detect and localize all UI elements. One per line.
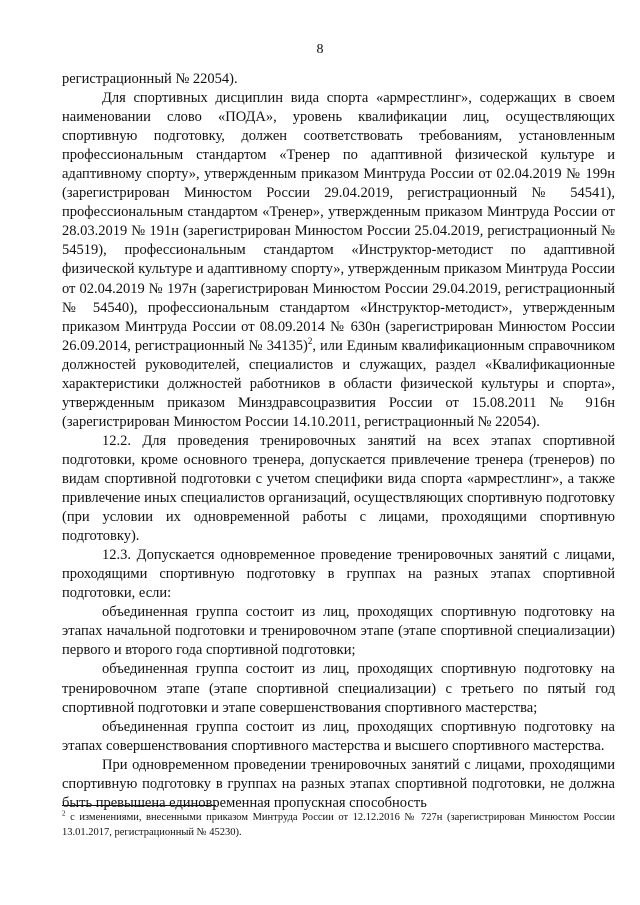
paragraph-text-a: Для спортивных дисциплин вида спорта «армрестлинг», содержащих в своем наименовании слово «ПОДА», уровень квалификации лиц, осуществляющих спортивную подготовку, должен соответствовать требованиям, установленным профессиональным стандартом «Тренер по адаптивной физической культуре и адаптивному спорту», утвержденным приказом Минтруда России от 02.04.2019 № 199н (зарегистрирован Минюстом России 29.04.2019, регистрационный № 54541), профессиональным стандартом «Тренер», утвержденным приказом Минтруда России от 28.03.2019 № 191н (зарегистрирован Минюстом России 25.04.2019, регистрационный № 54519), профессиональным стандартом «Инструктор-методист по адаптивной физической культуре и адаптивному спорту», утвержденным приказом Минтруда России от 02.04.2019 № 197н (зарегистрирован Минюстом России 29.04.2019, регистрационный № 54540), профессиональным стандартом «Инструктор-методист», утвержденным приказом Минтруда России от 08.09.2014 № 630н (зарегистрирован Минюстом России 26.09.2014, регистрационный № 34135): [62, 90, 615, 354]
paragraph-capacity: При одновременном проведении тренировочных занятий с лицами, проходящими спортивную подготовку в группах на разных этапах спортивной подготовки, не должна быть превышена единовременная пропускная способность: [62, 756, 615, 811]
list-item-group-1: объединенная группа состоит из лиц, проходящих спортивную подготовку на этапах начальной подготовки и тренировочном этапе (этапе спортивной специализации) первого и второго года спортивной подготовки;: [62, 604, 615, 659]
paragraph-12-2: 12.2. Для проведения тренировочных занятий на всех этапах спортивной подготовки, кроме основного тренера, допускается привлечение тренера (тренеров) по видам спортивной подготовки с учетом специфики вида спорта «армрестлинг», а также привлечение иных специалистов организаций, осуществляющих спортивную подготовку (при условии их одновременной работы с лицами, проходящими спортивную подготовку).: [62, 432, 615, 545]
footnote-marker: 2: [62, 809, 66, 818]
list-item-group-2: объединенная группа состоит из лиц, проходящих спортивную подготовку на тренировочном этапе (этапе спортивной специализации) с третьего по пятый год спортивной подготовки и этапе совершенствования спортивного мастерства;: [62, 661, 615, 716]
paragraph-armwrestling-poda: [62, 89, 615, 432]
paragraph-text-b: , или Единым квалификационным справочником должностей руководителей, специалистов и служащих, раздел «Квалификационные характеристики должностей работников в области физической культуры и спорта», утвержденным приказом Минздравсоцразвития России от 15.08.2011 № 916н (зарегистрирован Минюстом России 14.10.2011, регистрационный № 22054).: [62, 337, 615, 430]
footnote-divider: [62, 805, 216, 806]
footnote: [62, 810, 615, 840]
paragraph-12-3: 12.3. Допускается одновременное проведение тренировочных занятий с лицами, проходящими спортивную подготовку в группах на разных этапах спортивной подготовки, если:: [62, 547, 615, 602]
document-body: [62, 70, 615, 813]
page-number: 8: [316, 42, 324, 57]
paragraph-continuation: регистрационный № 22054).: [62, 71, 238, 87]
list-item-group-3: объединенная группа состоит из лиц, проходящих спортивную подготовку на этапах совершенствования спортивного мастерства и высшего спортивного мастерства.: [62, 718, 615, 754]
footnote-text: с изменениями, внесенными приказом Минтруда России от 12.12.2016 № 727н (зарегистрирован Минюстом России 13.01.2017, регистрационный № 45230).: [62, 812, 615, 838]
footnote-reference: 2: [307, 335, 313, 346]
